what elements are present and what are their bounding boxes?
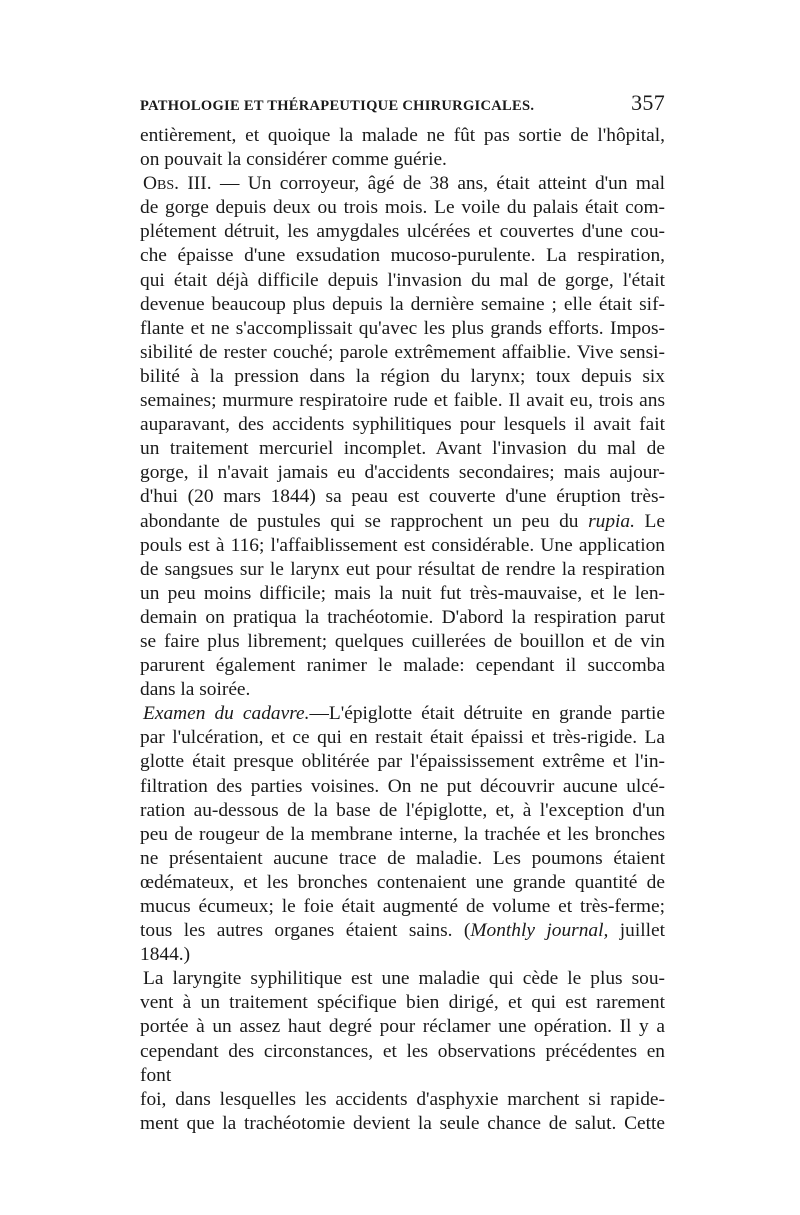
text-line: glotte était presque oblitérée par l'épaississement extrême et l'in- (140, 751, 665, 773)
text-line: dans la soirée. (140, 679, 251, 701)
text-line: filtration des parties voisines. On ne put découvrir aucune ulcé- (140, 775, 665, 797)
text-line: demain on pratiqua la trachéotomie. D'abord la respiration parut (140, 606, 665, 628)
text-line: ment que la trachéotomie devient la seule chance de salut. Cette (140, 1112, 665, 1134)
text-line: mucus écumeux; le foie était augmenté de volume et très-ferme; (140, 896, 665, 917)
text-line: La laryngite syphilitique est une maladie qui cède le plus sou- (143, 968, 665, 990)
text-line: gorge, il n'avait jamais eu d'accidents secondaires; mais aujour- (140, 462, 665, 484)
text-segment: abondante de pustules qui se rapprochent un peu du (140, 510, 589, 532)
text-line: un traitement mercuriel incomplet. Avant l'invasion du mal de (140, 438, 665, 460)
text-segment: —L'épiglotte était détruite en grande partie (309, 703, 665, 725)
observation-label: Obs. III. (143, 173, 212, 195)
text-line: ne présentaient aucune trace de maladie. Les poumons étaient (140, 847, 665, 869)
text-line: ration au-dessous de la base de l'épiglotte, et, à l'exception d'un (140, 799, 665, 821)
text-line: auparavant, des accidents syphilitiques pour lesquels il avait fait (140, 414, 665, 436)
body-text (140, 124, 665, 1136)
text-line: parurent également ranimer le malade: cependant il succomba (140, 655, 665, 677)
text-segment: — Un corroyeur, âgé de 38 ans, était atteint d'un mal (211, 173, 665, 195)
text-line: on pouvait la considérer comme guérie. (140, 149, 447, 171)
text-line: portée à un assez haut degré pour réclamer une opération. Il y a (140, 1016, 665, 1038)
source-title: Monthly journal, (470, 920, 609, 942)
observation-heading-line (140, 172, 665, 196)
text-segment: Le (634, 510, 665, 532)
text-line: peu de rougeur de la membrane interne, la trachée et les bronches (140, 823, 665, 845)
exam-heading-line (140, 702, 665, 726)
text-line: cependant des circonstances, et les observations précédentes en font (140, 1040, 665, 1086)
text-line: entièrement, et quoique la malade ne fût pas sortie de l'hôpital, (140, 125, 665, 146)
text-line: vent à un traitement spécifique bien dirigé, et qui est rarement (140, 992, 665, 1014)
running-title: PATHOLOGIE ET THÉRAPEUTIQUE CHIRURGICALES. (140, 98, 535, 114)
text-line (140, 510, 665, 534)
book-page (140, 90, 665, 1136)
text-line: un peu moins difficile; mais la nuit fut très-mauvaise, et le len- (140, 582, 665, 604)
italic-term: rupia. (588, 510, 635, 532)
text-segment: juillet (608, 920, 665, 942)
text-line: pouls est à 116; l'affaiblissement est considérable. Une application (140, 534, 665, 556)
text-segment: tous les autres organes étaient sains. ( (140, 920, 471, 942)
text-line: se faire plus librement; quelques cuillerées de bouillon et de vin (140, 630, 665, 652)
text-line: œdémateux, et les bronches contenaient une grande quantité de (140, 871, 665, 893)
text-line: 1844.) (140, 944, 191, 966)
text-line: foi, dans lesquelles les accidents d'asphyxie marchent si rapide- (140, 1088, 665, 1110)
running-head (140, 90, 665, 124)
text-line: par l'ulcération, et ce qui en restait était épaissi et très-rigide. La (140, 727, 665, 749)
text-line: plétement détruit, les amygdales ulcérées et couvertes d'une cou- (140, 221, 665, 243)
text-line: d'hui (20 mars 1844) sa peau est couverte d'une éruption très- (140, 486, 665, 508)
text-line: devenue beaucoup plus depuis la dernière semaine ; elle était sif- (140, 293, 665, 315)
exam-label: Examen du cadavre. (143, 703, 310, 725)
text-line: de gorge depuis deux ou trois mois. Le voile du palais était com- (140, 197, 665, 219)
text-line (140, 919, 665, 943)
text-line: de sangsues sur le larynx eut pour résultat de rendre la respiration (140, 558, 665, 580)
text-line: sibilité de rester couché; parole extrêmement affaiblie. Vive sensi- (140, 341, 665, 363)
text-line: che épaisse d'une exsudation mucoso-purulente. La respiration, (140, 245, 665, 267)
text-line: qui était déjà difficile depuis l'invasion du mal de gorge, l'était (140, 269, 665, 291)
page-number: 357 (631, 90, 665, 115)
text-line: bilité à la pression dans la région du larynx; toux depuis six (140, 365, 665, 387)
text-line: flante et ne s'accomplissait qu'avec les plus grands efforts. Impos- (140, 317, 665, 339)
text-line: semaines; murmure respiratoire rude et faible. Il avait eu, trois ans (140, 390, 665, 412)
